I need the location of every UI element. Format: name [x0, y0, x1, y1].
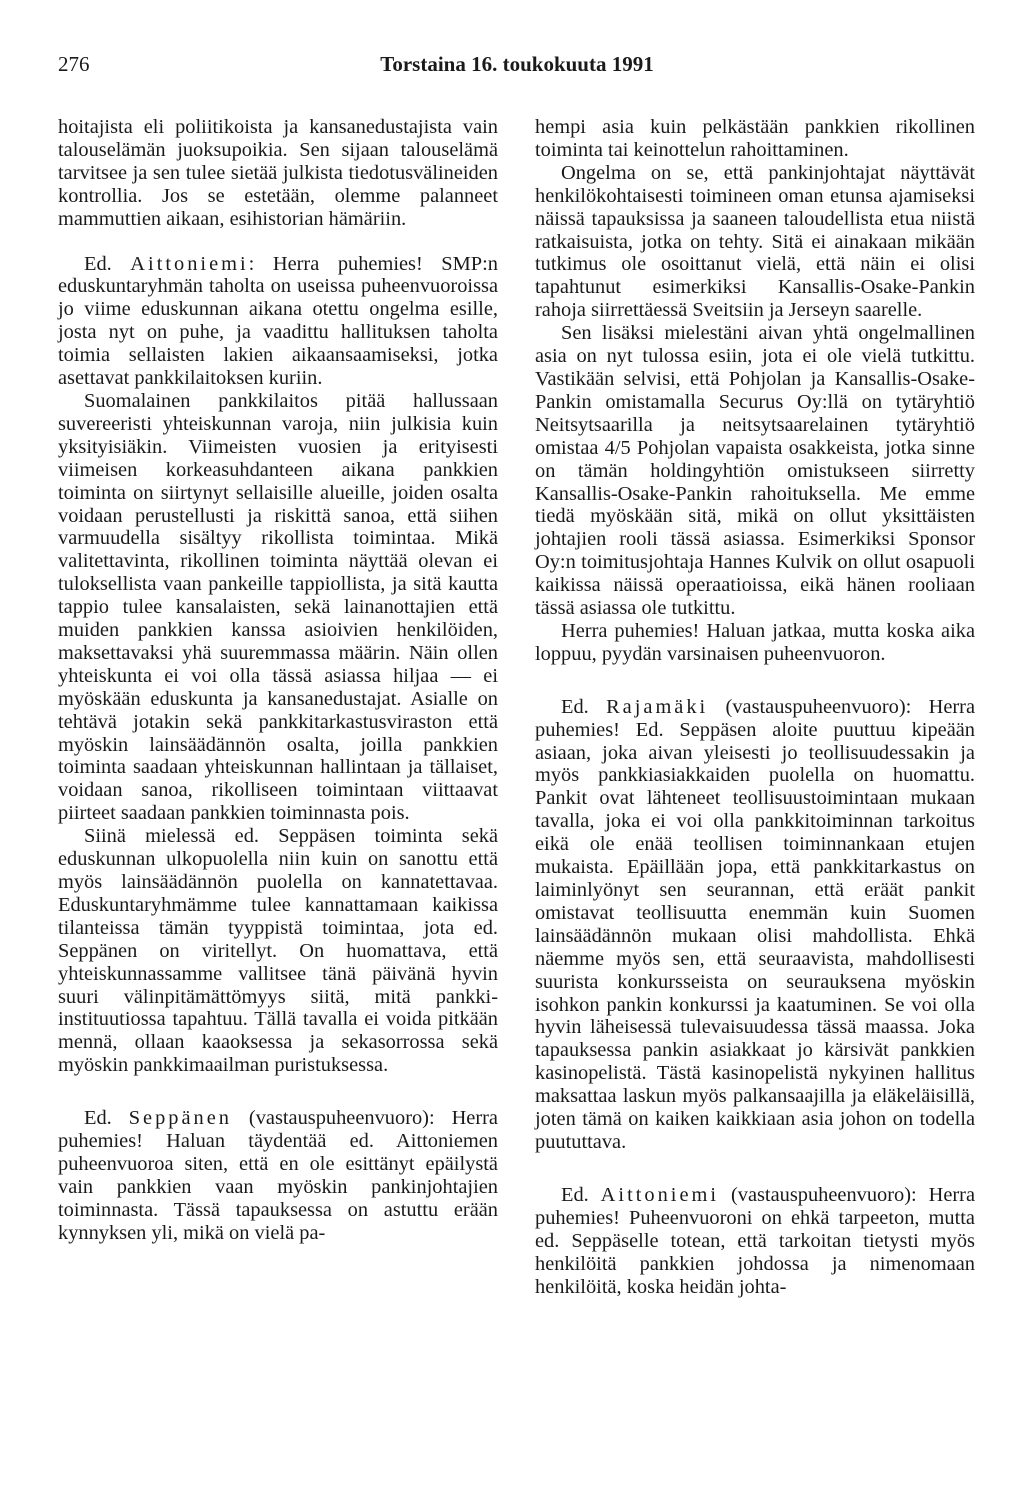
speech-text: (vastauspuheenvuoro): Herra puhemies! Haluan täydentää ed. Aittoniemen puheenvuoroa siten, että en ole esittänyt epäilystä vain pankkien vaan myöskin pankinjohtajien toiminnasta. Tässä tapauksessa on astuttu erään kynnyksen yli, mikä on vielä pa-: [58, 1107, 498, 1244]
speech-rajamaki: [535, 696, 975, 1154]
left-column: [58, 116, 498, 1245]
speech-prefix: Ed.: [561, 1183, 589, 1206]
speech-seppanen: [58, 1107, 498, 1244]
running-title: Torstaina 16. toukokuuta 1991: [380, 52, 654, 76]
page-header: [58, 52, 976, 86]
speaker-name: Rajamäki: [606, 695, 709, 718]
speech-aittoniemi-2: [535, 1184, 975, 1299]
speech-text: : Herra puhemies! SMP:n eduskuntaryhmän taholta on useissa puheenvuoroissa jo viime eduskunnan aikana otettu ongelma esille, josta nyt on puhe, ja vaadittu hallituksen taholta toimia sellaisten lakien aikaansaamiseksi, jotka asettavat pankkilaitoksen kuriin.: [58, 252, 498, 390]
speaker-name: Aittoniemi: [600, 1183, 720, 1206]
paragraph: Herra puhemies! Haluan jatkaa, mutta koska aika loppuu, pyydän varsinaisen puheenvuoron.: [535, 619, 975, 665]
paragraph: Sen lisäksi mielestäni aivan yhtä ongelmallinen asia on nyt tulossa esiin, jota ei ole vielä tutkittu. Vastikään selvisi, että Pohjolan ja Kansallis-Osake-Pankin omistamalla Securus Oy:llä on tytäryhtiö Neitsytsaarilla ja neitsytsaarelainen tytäryhtiö omistaa 4/5 Pohjolan vapaista osakkeista, jotka sinne on tämän holdingyhtiön omistukseen siirretty Kansallis-Osake-Pankin rahoituksella. Me emme tiedä myöskään sitä, mikä on ollut yksittäisten johtajien rooli tässä asiassa. Esimerkiksi Sponsor Oy:n toimitusjohtaja Hannes Kulvik on ollut osapuoli kaikissa näissä operaatioissa, eikä hänen rooliaan tässä asiassa ole tutkittu.: [535, 322, 975, 620]
right-column: [535, 116, 975, 1298]
speech-prefix: Ed.: [84, 252, 112, 275]
paragraph: Ongelma on se, että pankinjohtajat näyttävät henkilökohtaisesti toimineen oman etunsa ajamiseksi näissä tapauksissa ja saaneen taloudellista etua niistä ratkaisuista, jotka on tehty. Sitä ei ainakaan mikään tutkimus ole osoittanut vielä, että näin ei olisi tapahtunut esimerkiksi Kansallis-Osake-Pankin rahoja siirrettäessä Sveitsiin ja Jerseyn saarelle.: [535, 161, 975, 322]
speech-text: (vastauspuheenvuoro): Herra puhemies! Puheenvuoroni on ehkä tarpeeton, mutta ed. Seppäselle totean, että tarkoitan tietysti myös henkilöitä pankkien johdossa ja nimenomaan henkilöitä, koska heidän johta-: [535, 1183, 975, 1298]
paragraph: hoitajista eli poliitikoista ja kansanedustajista vain talouselämän juoksupoikia. Sen sijaan talouselämä tarvitsee ja sen tulee sietää julkista tiedotusvälineiden kontrollia. Jos se estetään, olemme palanneet mammuttien aikaan, esihistorian hämäriin.: [58, 116, 498, 230]
speech-aittoniemi: [58, 253, 498, 390]
page-number: 276: [58, 52, 90, 76]
speaker-name: Seppänen: [128, 1107, 232, 1130]
paragraph: Suomalainen pankkilaitos pitää hallussaan suvereeristi yhteiskunnan varoja, niin julkisia kuin yksityisiäkin. Viimeisten vuosien ja erityisesti viimeisen korkeasuhdanteen aikana pankkien toiminta on siirtynyt sellaisille alueille, joiden osalta voidaan perustellusti ja riskittä sanoa, että siihen varmuudella sisältyy rikollista toimintaa. Mikä valitettavinta, rikollinen toiminta näyttää olevan ei tuloksellista vaan pankeille tappiollista, ja sitä kautta tappio tulee kansalaisten, sekä lainanottajien että muiden pankkien kanssa asioivien henkilöiden, maksettavaksi yhä suuremmassa määrin. Näin ollen yhteiskunta ei voi olla tässä asiassa hiljaa — ei myöskään eduskunta ja kansanedustajat. Asialle on tehtävä jotakin sekä pankkitarkastusviraston että myöskin lainsäädännön osalta, joilla pankkien toiminta saadaan yhteiskunnan hallintaan ja tällaiset, voidaan sanoa, rikolliseen toimintaan viittaavat piirteet saadaan pankkien toiminnasta pois.: [58, 389, 498, 825]
speech-prefix: Ed.: [84, 1107, 112, 1130]
speech-text: (vastauspuheenvuoro): Herra puhemies! Ed. Seppäsen aloite puuttuu kipeään asiaan, joka aivan yleisesti jo teollisuudessakin ja myös pankkiasiakkaiden puolella on huomattu. Pankit ovat lähteneet teollisuustoimintaan mukaan tavalla, joka ei voi olla pankkitoiminnan tarkoitus eikä ole enää teollisen toiminnankaan etujen mukaista. Epäillään jopa, että pankkitarkastus on laiminlyönyt sen seurannan, että eräät pankit omistavat teollisuutta enemmän kuin Suomen lainsäädännön mukaan olisi mahdollista. Ehkä näemme myös sen, että seuraavista, mahdollisesti suurista konkursseista on seurauksena myöskin isohkon pankin konkurssi ja kaatuminen. Se voi olla hyvin läheisessä tulevaisuudessa tässä maassa. Joka tapauksessa pankin asiakkaat jo kärsivät pankkien kasinopelistä. Tästä kasinopelistä nykyinen hallitus maksattaa laskun myös palkansaajilla ja eläkeläisillä, joten tämä on kaiken kaikkiaan asia johon on todella puututtava.: [535, 695, 975, 1153]
speaker-name: Aittoniemi: [130, 252, 249, 275]
speech-prefix: Ed.: [561, 695, 589, 718]
paragraph: hempi asia kuin pelkästään pankkien rikollinen toiminta tai keinottelun rahoittaminen.: [535, 116, 975, 161]
paragraph: Siinä mielessä ed. Seppäsen toiminta sekä eduskunnan ulkopuolella niin kuin on sanottu että myös lainsäädännön puolella on kannatettavaa. Eduskuntaryhmämme tulee kannattamaan kaikissa tilanteissa tämän tyyppistä toimintaa, jota ed. Seppänen on viritellyt. On huomattava, että yhteiskunnassamme vallitsee tänä päivänä hyvin suuri välinpitämättömyys siitä, mitä pankki-instituutiossa tapahtuu. Tällä tavalla ei voida pitkään mennä, ollaan kaaoksessa ja sekasorrossa sekä myöskin pankkimaailman puristuksessa.: [58, 825, 498, 1077]
